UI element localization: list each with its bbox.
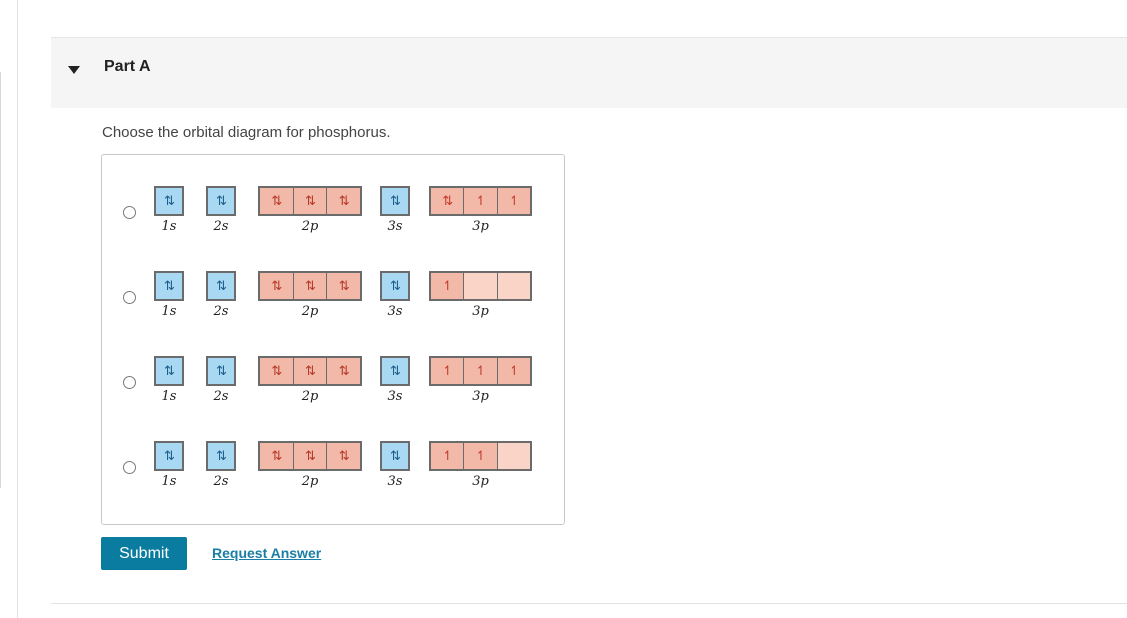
orbital-3s-box (380, 186, 410, 216)
part-header[interactable] (51, 38, 1127, 108)
orbital-3s-label: 3s (387, 304, 403, 319)
choice-radio[interactable] (123, 376, 136, 389)
collapse-caret-icon[interactable] (68, 66, 80, 74)
orbital-2p-label: 2p (301, 304, 319, 319)
orbital-cell: ⇅ (326, 443, 360, 469)
choice-option[interactable] (102, 240, 564, 319)
orbital-2s-box (206, 441, 236, 471)
orbital-2p-box (258, 441, 362, 471)
orbital-2p-box (258, 186, 362, 216)
orbital-3p-label: 3p (472, 219, 489, 234)
orbital-cell: ⇅ (164, 363, 174, 379)
orbital-3p-label: 3p (472, 474, 489, 489)
choice-radio[interactable] (123, 461, 136, 474)
orbital-3s-label: 3s (387, 389, 403, 404)
orbital-cell: ⇅ (390, 363, 400, 379)
orbital-cell: ⇅ (390, 278, 400, 294)
answer-choices (101, 154, 565, 525)
orbital-2s-label: 2s (213, 304, 229, 319)
orbital-cell: ⇅ (293, 273, 327, 299)
left-edge-divider (0, 72, 1, 488)
orbital-2p-box (258, 271, 362, 301)
orbital-cell: ↿ (463, 188, 496, 214)
choice-radio[interactable] (123, 206, 136, 219)
orbital-cell: ⇅ (216, 193, 226, 209)
orbital-cell: ⇅ (326, 273, 360, 299)
orbital-1s-label: 1s (161, 474, 177, 489)
bottom-divider (51, 603, 1127, 604)
orbital-cell: ↿ (497, 188, 530, 214)
orbital-1s-label: 1s (161, 389, 177, 404)
orbital-cell: ↿ (431, 273, 463, 299)
orbital-2p-box (258, 356, 362, 386)
orbital-cell: ⇅ (164, 278, 174, 294)
question-text: Choose the orbital diagram for phosphorus. (102, 124, 391, 141)
orbital-3s-label: 3s (387, 219, 403, 234)
orbital-cell: ⇅ (271, 278, 282, 294)
orbital-2s-label: 2s (213, 219, 229, 234)
orbital-3p-label: 3p (472, 389, 489, 404)
orbital-cell: ↿ (463, 358, 496, 384)
orbital-3p-box (429, 271, 532, 301)
orbital-cell (497, 443, 530, 469)
orbital-1s-box (154, 186, 184, 216)
orbital-cell: ⇅ (271, 363, 282, 379)
orbital-3s-label: 3s (387, 474, 403, 489)
orbital-cell: ⇅ (164, 193, 174, 209)
orbital-3s-box (380, 271, 410, 301)
orbital-2p-label: 2p (301, 219, 319, 234)
orbital-3s-box (380, 356, 410, 386)
orbital-cell: ↿ (431, 358, 463, 384)
orbital-2s-label: 2s (213, 474, 229, 489)
orbital-cell: ⇅ (326, 358, 360, 384)
orbital-cell: ↿ (497, 358, 530, 384)
orbital-3p-box (429, 441, 532, 471)
orbital-cell: ⇅ (271, 193, 282, 209)
orbital-2s-box (206, 356, 236, 386)
request-answer-link[interactable]: Request Answer (212, 545, 322, 561)
orbital-2s-box (206, 186, 236, 216)
submit-button[interactable]: Submit (101, 537, 187, 570)
orbital-2s-label: 2s (213, 389, 229, 404)
orbital-cell: ⇅ (216, 363, 226, 379)
orbital-3p-box (429, 186, 532, 216)
orbital-2s-box (206, 271, 236, 301)
orbital-1s-box (154, 271, 184, 301)
orbital-cell: ↿ (431, 443, 463, 469)
orbital-cell: ⇅ (271, 448, 282, 464)
choice-option[interactable] (102, 325, 564, 404)
orbital-2p-label: 2p (301, 389, 319, 404)
orbital-3s-box (380, 441, 410, 471)
orbital-1s-box (154, 441, 184, 471)
orbital-3p-label: 3p (472, 304, 489, 319)
orbital-cell: ↿ (463, 443, 496, 469)
orbital-cell (497, 273, 530, 299)
orbital-1s-box (154, 356, 184, 386)
choice-option[interactable] (102, 155, 564, 234)
orbital-cell: ⇅ (164, 448, 174, 464)
choice-option[interactable] (102, 410, 564, 489)
part-title: Part A (104, 58, 151, 75)
orbital-cell: ⇅ (293, 443, 327, 469)
orbital-cell: ⇅ (216, 278, 226, 294)
orbital-cell: ⇅ (390, 448, 400, 464)
orbital-cell: ⇅ (293, 358, 327, 384)
orbital-2p-label: 2p (301, 474, 319, 489)
orbital-cell: ⇅ (390, 193, 400, 209)
orbital-cell: ⇅ (431, 188, 463, 214)
orbital-1s-label: 1s (161, 304, 177, 319)
orbital-cell: ⇅ (293, 188, 327, 214)
choice-radio[interactable] (123, 291, 136, 304)
left-divider (17, 0, 18, 618)
orbital-cell: ⇅ (216, 448, 226, 464)
orbital-cell: ⇅ (326, 188, 360, 214)
orbital-cell (463, 273, 496, 299)
orbital-3p-box (429, 356, 532, 386)
orbital-1s-label: 1s (161, 219, 177, 234)
